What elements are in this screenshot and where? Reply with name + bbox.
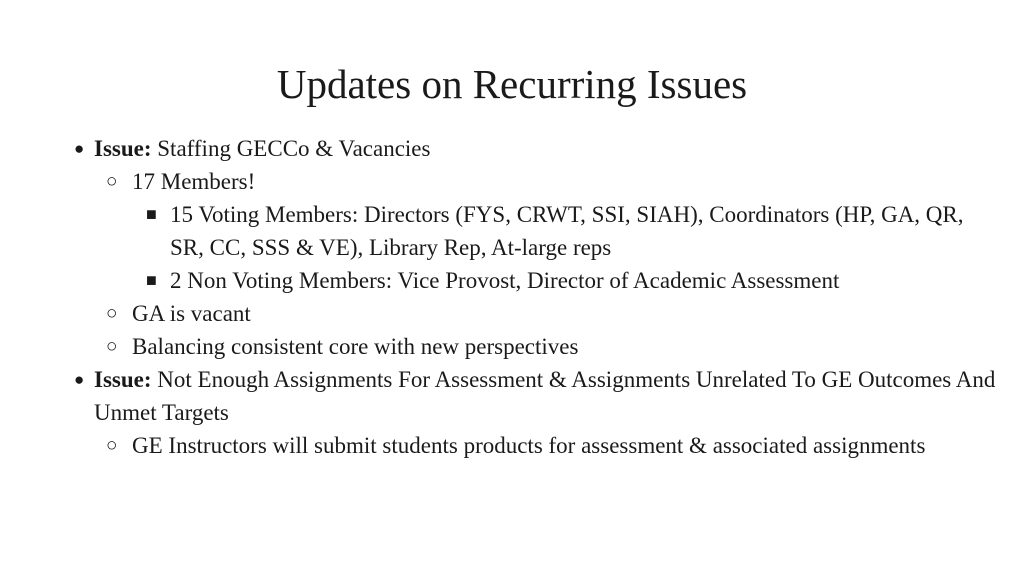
bullet-dot: ● — [74, 370, 85, 389]
bullet-list — [0, 132, 1024, 462]
sub-sub-item-non-voting — [0, 264, 1000, 297]
sub-sub-item-text: 2 Non Voting Members: Vice Provost, Director of Academic Assessment — [170, 268, 840, 293]
issue-label: Issue: — [94, 367, 152, 392]
slide-title: Updates on Recurring Issues — [276, 61, 748, 107]
bullet-square: ■ — [146, 270, 157, 290]
bullet-circle: ○ — [106, 435, 118, 456]
issue-text: Not Enough Assignments For Assessment & Assignments Unrelated To GE Outcomes And Unmet Targets — [94, 367, 996, 425]
sub-item-text: GA is vacant — [132, 301, 251, 326]
sub-item-ga-vacant — [0, 297, 932, 330]
bullet-circle: ○ — [106, 171, 118, 192]
sub-item-members — [0, 165, 932, 198]
bullet-dot: ● — [74, 139, 85, 158]
issue-staffing — [0, 132, 1004, 165]
sub-item-text: GE Instructors will submit students products for assessment & associated assignments — [132, 433, 926, 458]
issue-assignments — [0, 363, 1004, 429]
sub-sub-item-voting — [0, 198, 1000, 264]
sub-item-instructors — [0, 429, 932, 462]
issue-label: Issue: — [94, 136, 152, 161]
sub-item-balancing — [0, 330, 932, 363]
issue-text: Staffing GECCo & Vacancies — [157, 136, 431, 161]
sub-item-text: Balancing consistent core with new perspectives — [132, 334, 579, 359]
sub-sub-item-text: 15 Voting Members: Directors (FYS, CRWT, SSI, SIAH), Coordinators (HP, GA, QR, SR, CC, SSS & VE), Library Rep, At-large reps — [170, 202, 964, 260]
bullet-circle: ○ — [106, 336, 118, 357]
sub-item-text: 17 Members! — [132, 169, 256, 194]
bullet-circle: ○ — [106, 303, 118, 324]
bullet-square: ■ — [146, 204, 157, 224]
